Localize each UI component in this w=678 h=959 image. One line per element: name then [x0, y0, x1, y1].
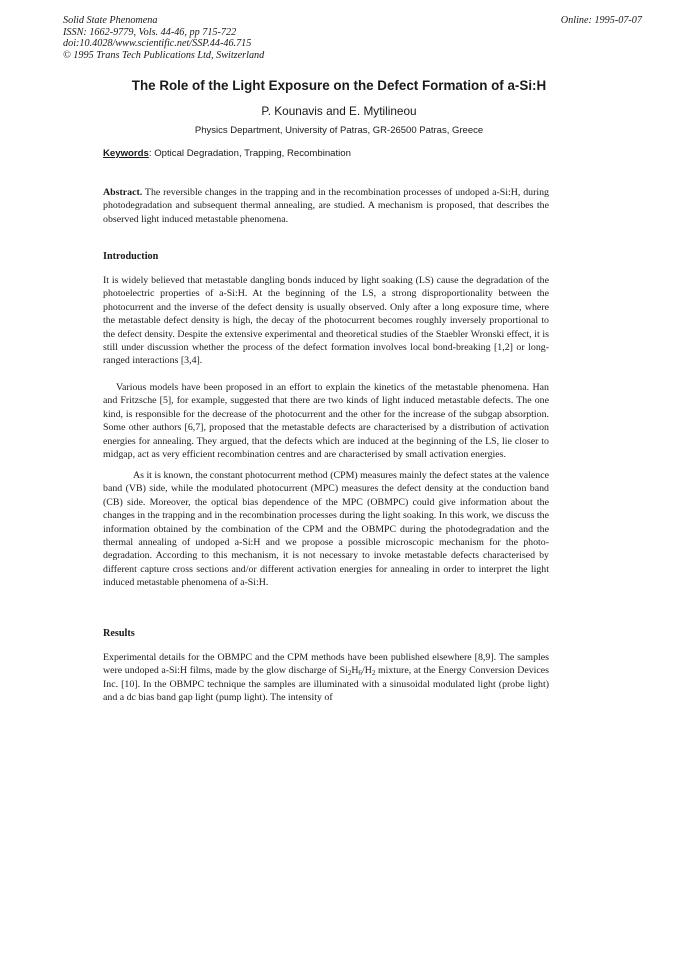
abstract-text: The reversible changes in the trapping and in the recombination processes of undoped a-Si:H, during photodegradation and subsequent thermal annealing, are studied. A mechanism is proposed, that describes the observed light induced metastable phenomena. [103, 187, 549, 225]
paper-authors: P. Kounavis and E. Mytilineou [261, 104, 417, 118]
copyright-line: © 1995 Trans Tech Publications Ltd, Switzerland [63, 49, 265, 61]
intro-paragraph-3: As it is known, the constant photocurrent method (CPM) measures mainly the defect states at the valence band (VB) side, while the modulated photocurrent (MPC) measures the defect density at the conduction band (CB) side. Moreover, the optical bias dependence of the MPC (OBMPC) could give information about the changes in the trapping and in the recombination processes during the light soaking. In this work, we discuss the information obtained by the combination of the CPM and the OBMPC during the photodegradation and the thermal annealing of undoped a-Si:H and we propose a possible microscopic mechanism for the photo-degradation. According to this mechanism, it is not necessary to invoke metastable defects characterised by different capture cross sections and/or different activation energies for annealing in order to interpret the light induced metastable phenomena of a-Si:H. [103, 470, 550, 589]
results-heading: Results [103, 628, 135, 639]
results-paragraph-1 [103, 651, 549, 705]
subscript-6: 6 [358, 669, 363, 678]
abstract-label: Abstract. [103, 187, 143, 198]
results-text-b: H [351, 665, 359, 677]
issn-line: ISSN: 1662-9779, Vols. 44-46, pp 715-722 [63, 26, 237, 38]
author-affiliation: Physics Department, University of Patras, GR-26500 Patras, Greece [194, 125, 484, 136]
journal-header [63, 15, 264, 61]
introduction-heading: Introduction [103, 251, 159, 262]
abstract-paragraph [103, 186, 549, 226]
results-text-d: mixture, at the Energy Conversion Devices Inc. [10]. In the OBMPC technique the samples are illuminated with a sinusoidal modulated light (probe light) and a dc bias band gap light (pump light). The intensity of [103, 665, 549, 704]
keywords-label: Keywords [103, 148, 149, 159]
results-text-a: Experimental details for the OBMPC and the CPM methods have been published elsewhere [8,9]. The samples were undoped a-Si:H films, made by the glow discharge of Si [103, 652, 549, 677]
online-date: Online: 1995-07-07 [560, 15, 642, 26]
keywords-text: : Optical Degradation, Trapping, Recombination [148, 148, 351, 159]
intro-paragraph-2: Various models have been proposed in an effort to explain the kinetics of the metastable phenomena. Han and Fritzsche [5], for example, suggested that there are two kinds of light induced metastable defects. The one kind, is responsible for the decrease of the photocurrent and the other for the increase of the subgap absorption. Some other authors [6,7], proposed that the metastable defects are characterised by a distribution of activation energies for annealing. They argued, that the defects which are induced at the beginning of the LS, lie closer to midgap, act as very efficient recombination centres and are characterised by small activation energies. [103, 382, 549, 461]
subscript-2a: 2 [347, 669, 352, 678]
journal-name: Solid State Phenomena [63, 15, 158, 26]
doi-line[interactable]: doi:10.4028/www.scientific.net/SSP.44-46.715 [63, 38, 252, 50]
paper-title: The Role of the Light Exposure on the Defect Formation of a-Si:H [131, 78, 547, 93]
intro-paragraph-1: It is widely believed that metastable dangling bonds induced by light soaking (LS) cause the degradation of the photoelectric properties of a-Si:H. At the beginning of the LS, a strong disproportionality between the photocurrent and the inverse of the defect density is usually observed. Only after a long exposure time, where the metastable defect density is high, the decay of the photocurrent becomes roughly inversely proportional to the defect density. Despite the extensive experimental and theoretical studies of the Staebler Wronski effect, it is still under discussion whether the process of the defect formation involves local bond-breaking [1,2] or long-ranged interactions [3,4]. [103, 275, 549, 367]
subscript-2b: 2 [371, 669, 376, 678]
results-text-c: /H [362, 665, 372, 677]
keywords-line [103, 148, 351, 159]
